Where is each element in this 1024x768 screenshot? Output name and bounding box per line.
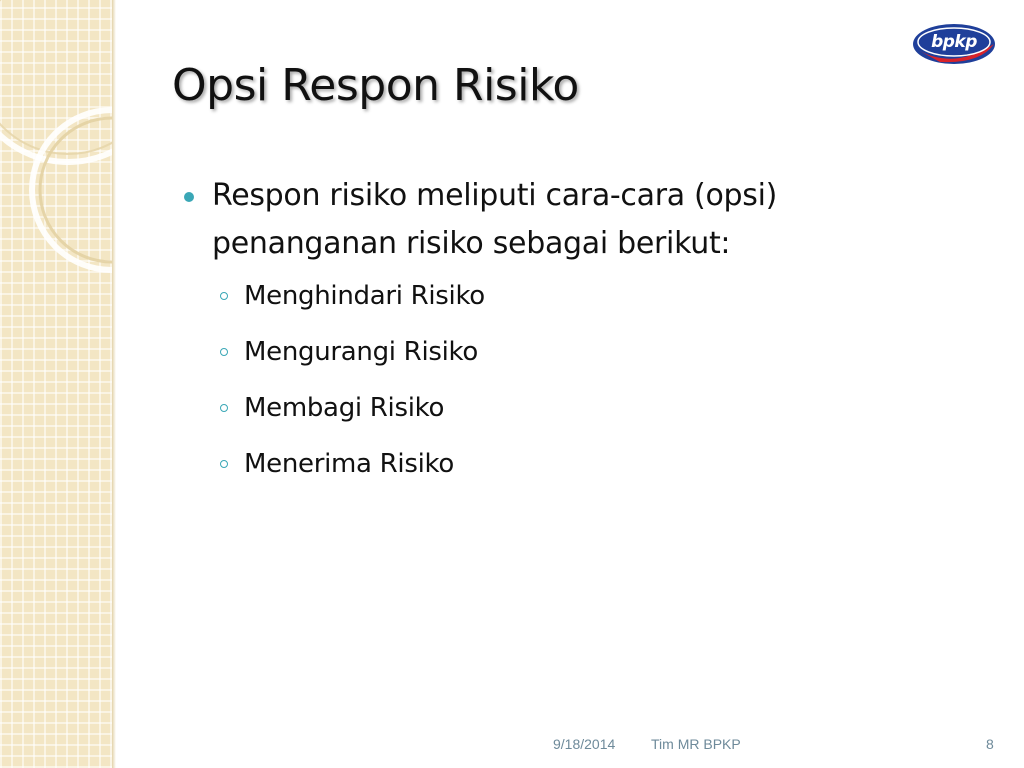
sub-bullet-list <box>180 276 970 500</box>
sub-bullet-item <box>180 388 970 444</box>
sub-bullet-text: Menghindari Risiko <box>244 281 485 311</box>
sub-bullet-item <box>180 332 970 388</box>
logo-text: bpkp <box>931 32 977 52</box>
footer-date: 9/18/2014 <box>553 736 616 752</box>
sub-bullet-text: Menerima Risiko <box>244 449 454 479</box>
decorative-side-panel <box>0 0 112 768</box>
sub-bullet-ring-icon <box>220 460 228 468</box>
main-bullet <box>180 172 970 268</box>
sub-bullet-text: Membagi Risiko <box>244 393 445 423</box>
slide-content <box>180 172 970 500</box>
slide-title: Opsi Respon Risiko <box>172 60 579 111</box>
sub-bullet-ring-icon <box>220 348 228 356</box>
sub-bullet-ring-icon <box>220 292 228 300</box>
side-panel-edge <box>112 0 116 768</box>
footer-author: Tim MR BPKP <box>651 736 741 752</box>
sub-bullet-ring-icon <box>220 404 228 412</box>
decorative-rings <box>0 0 112 768</box>
sub-bullet-item <box>180 444 970 500</box>
footer-page-number: 8 <box>986 736 994 752</box>
main-bullet-text: Respon risiko meliputi cara-cara (opsi) penanganan risiko sebagai berikut: <box>212 178 778 261</box>
bullet-dot-icon <box>184 192 194 202</box>
sub-bullet-text: Mengurangi Risiko <box>244 337 478 367</box>
sub-bullet-item <box>180 276 970 332</box>
bpkp-logo <box>910 20 998 68</box>
